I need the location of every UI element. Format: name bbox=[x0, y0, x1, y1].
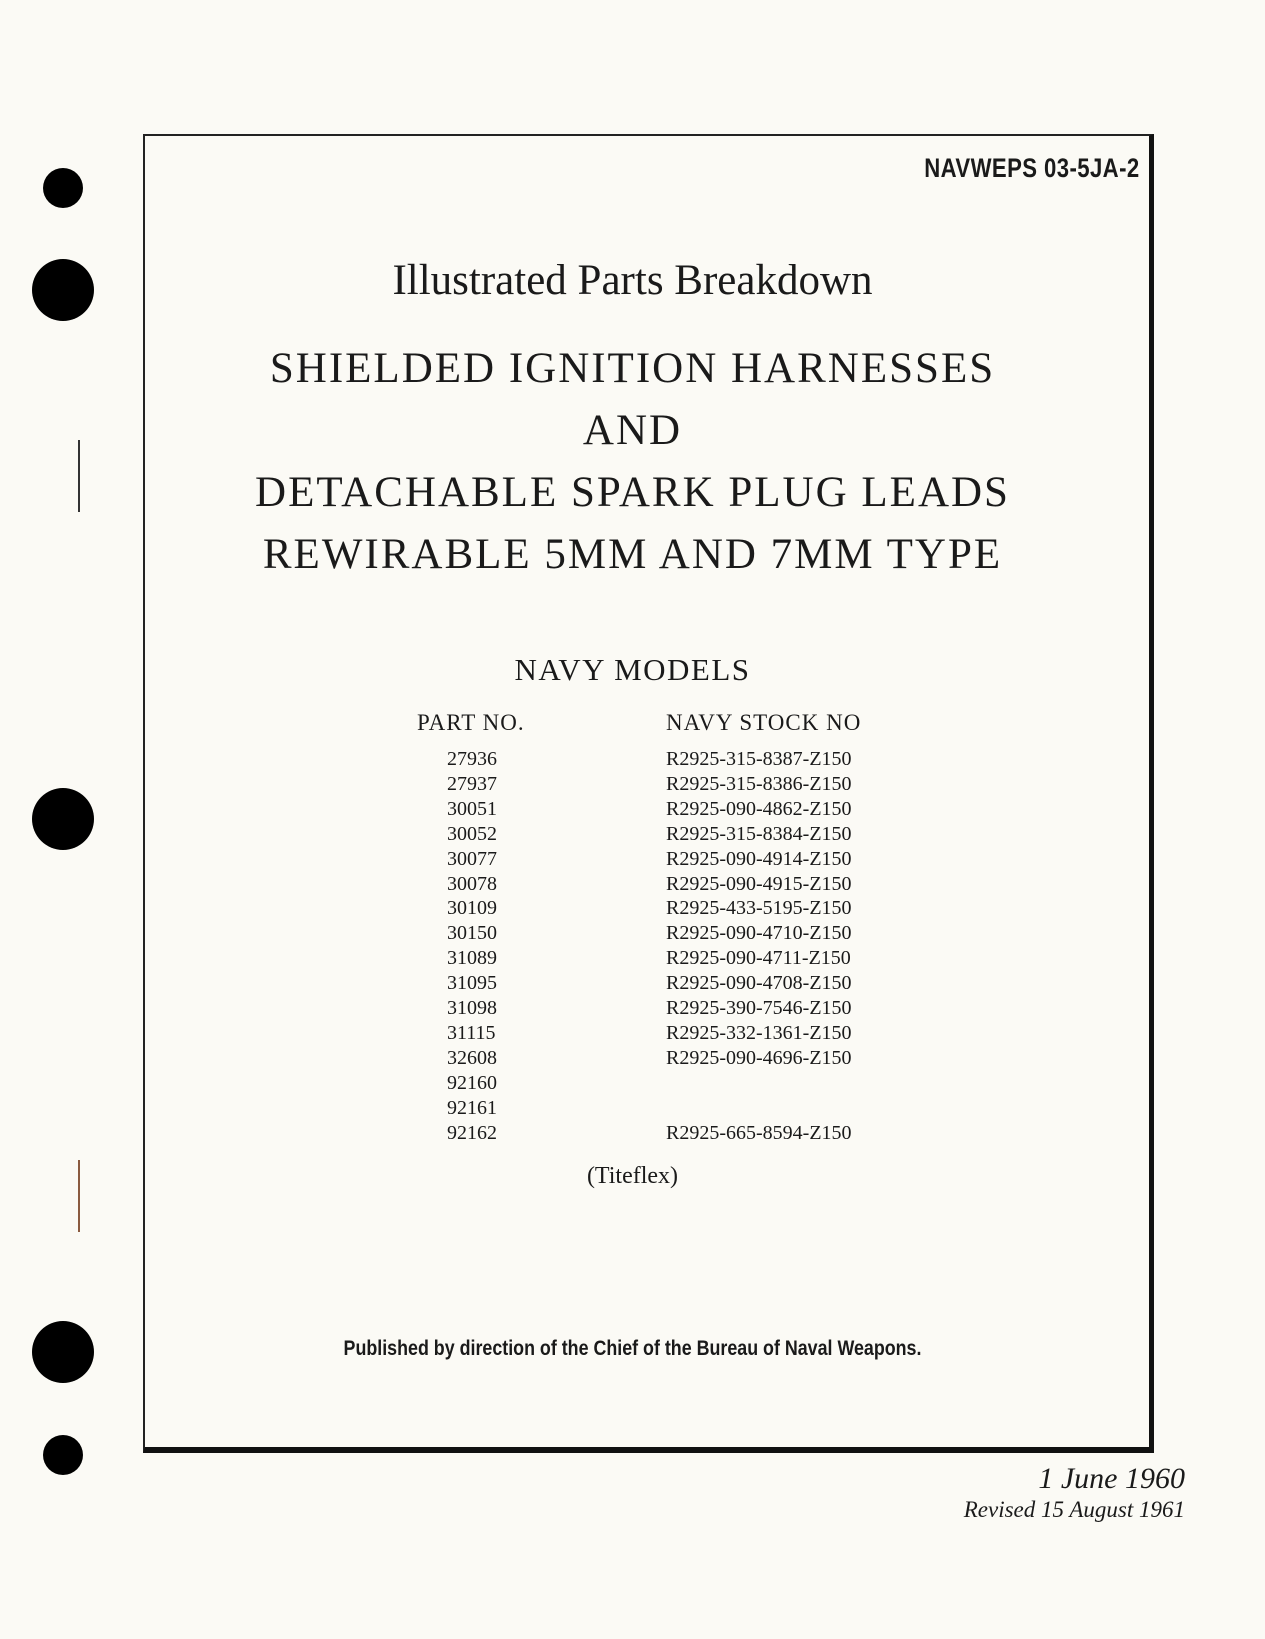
column-header-stock-no: NAVY STOCK NO bbox=[666, 710, 862, 735]
part-number-cell: 31089 bbox=[447, 947, 497, 970]
part-number-cell: 92162 bbox=[447, 1121, 497, 1144]
part-number-cell: 32608 bbox=[447, 1046, 497, 1069]
publisher-note: Published by direction of the Chief of the Bureau of Naval Weapons. bbox=[343, 1337, 922, 1360]
stock-number-cell: R2925-665-8594-Z150 bbox=[666, 1121, 852, 1144]
stock-number-cell: R2925-090-4708-Z150 bbox=[666, 972, 852, 995]
part-number-cell: 30078 bbox=[447, 872, 497, 895]
page-frame bbox=[143, 134, 1154, 1453]
document-number: NAVWEPS 03-5JA-2 bbox=[924, 153, 1140, 183]
stock-number-cell: R2925-315-8386-Z150 bbox=[666, 772, 852, 795]
stock-number-cell: R2925-090-4862-Z150 bbox=[666, 797, 852, 820]
binder-hole bbox=[32, 788, 94, 850]
part-number-cell: 31115 bbox=[447, 1021, 496, 1044]
stock-number-cell: R2925-090-4711-Z150 bbox=[666, 947, 851, 970]
binder-hole bbox=[43, 168, 83, 208]
models-heading: NAVY MODELS bbox=[514, 652, 751, 687]
manufacturer: (Titeflex) bbox=[586, 1163, 679, 1189]
column-header-part-no: PART NO. bbox=[417, 710, 525, 735]
binder-hole bbox=[32, 1321, 94, 1383]
issue-date: 1 June 1960 bbox=[1038, 1462, 1185, 1495]
part-number-cell: 27936 bbox=[447, 748, 497, 770]
binder-hole bbox=[43, 1435, 83, 1475]
part-number-cell: 30150 bbox=[447, 922, 497, 945]
stock-number-cell: R2925-332-1361-Z150 bbox=[666, 1021, 852, 1044]
stock-number-cell: R2925-315-8387-Z150 bbox=[666, 748, 852, 770]
stock-number-cell: R2925-390-7546-Z150 bbox=[666, 997, 852, 1019]
heading-line: SHIELDED IGNITION HARNESSES bbox=[269, 345, 996, 392]
part-number-cell: 92161 bbox=[447, 1096, 497, 1119]
stock-number-cell: R2925-090-4696-Z150 bbox=[666, 1046, 852, 1069]
part-number-cell: 30077 bbox=[447, 847, 497, 870]
heading-line: DETACHABLE SPARK PLUG LEADS bbox=[255, 469, 1010, 516]
part-number-cell: 30051 bbox=[447, 797, 497, 820]
document-title: Illustrated Parts Breakdown bbox=[392, 257, 873, 304]
stock-number-cell: R2925-315-8384-Z150 bbox=[666, 822, 852, 845]
stock-number-cell: R2925-090-4915-Z150 bbox=[666, 872, 852, 895]
part-number-cell: 30052 bbox=[447, 822, 497, 845]
part-number-cell: 92160 bbox=[447, 1071, 497, 1094]
revised-date: Revised 15 August 1961 bbox=[963, 1497, 1185, 1522]
part-number-cell: 31098 bbox=[447, 997, 497, 1019]
stock-number-cell: R2925-090-4914-Z150 bbox=[666, 847, 852, 870]
heading-line: REWIRABLE 5MM AND 7MM TYPE bbox=[262, 531, 1003, 578]
stock-number-cell: R2925-090-4710-Z150 bbox=[666, 922, 852, 945]
stock-number-cell: R2925-433-5195-Z150 bbox=[666, 897, 852, 920]
part-number-cell: 31095 bbox=[447, 972, 497, 995]
part-number-cell: 30109 bbox=[447, 897, 497, 920]
heading-line: AND bbox=[582, 407, 683, 454]
part-number-cell: 27937 bbox=[447, 772, 497, 795]
